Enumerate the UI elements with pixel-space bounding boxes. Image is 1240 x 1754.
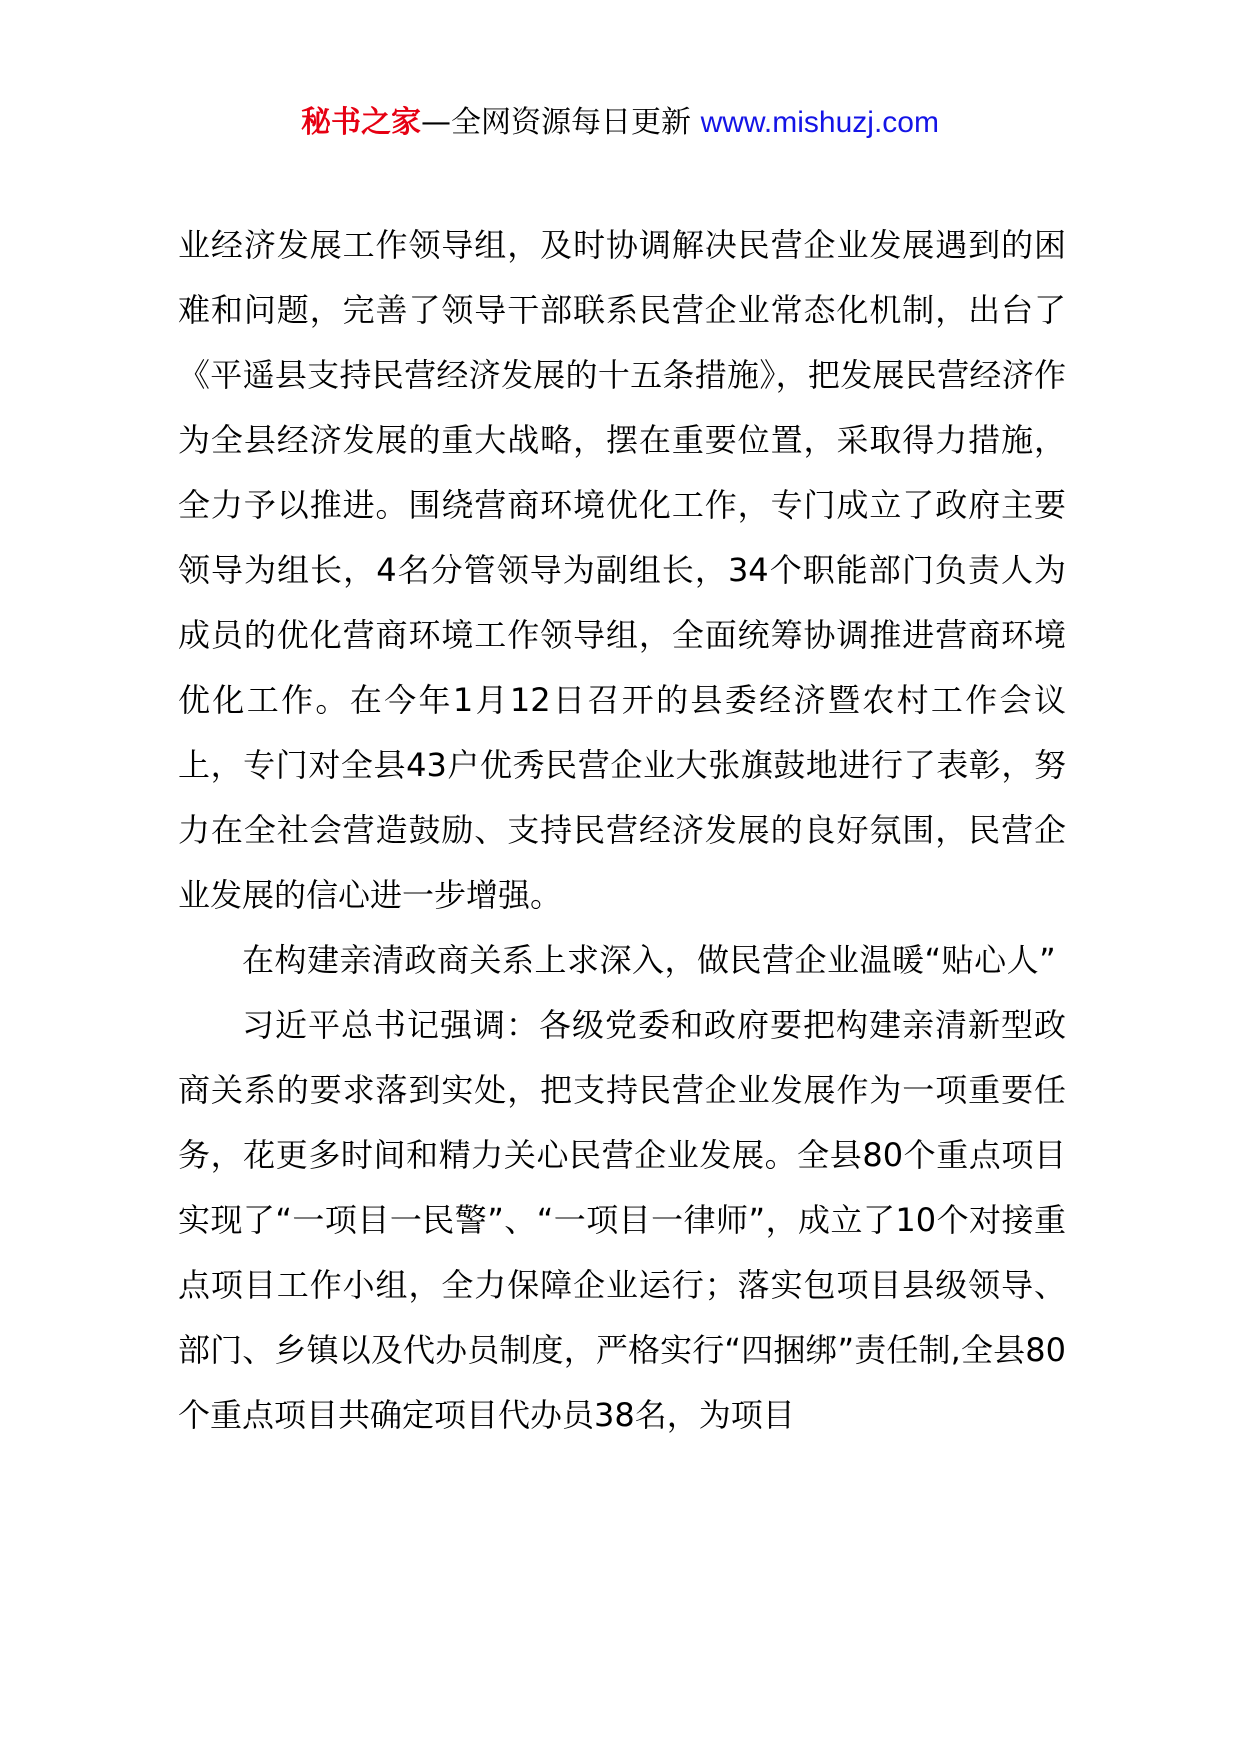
section-heading: 在构建亲清政商关系上求深入，做民营企业温暖“贴心人” (242, 941, 1057, 979)
paragraph: 习近平总书记强调：各级党委和政府要把构建亲清新型政商关系的要求落到实处，把支持民营企业发展作为一项重要任务，花更多时间和精力关心民营企业发展。全县80个重点项目实现了“一项目一民警”、“一项目一律师”，成立了10个对接重点项目工作小组，全力保障企业运行；落实包项目县级领导、部门、乡镇以及代办员制度，严格实行“四捆绑”责任制,全县80个重点项目共确定项目代办员38名，为项目 (178, 1006, 1066, 1434)
brand-tagline: —全网资源每日更新 (421, 105, 692, 140)
site-url-link[interactable]: www.mishuzj.com (700, 106, 939, 139)
site-header (0, 103, 1240, 143)
document-body (178, 213, 1066, 1448)
brand-name: 秘书之家 (301, 105, 422, 140)
paragraph-continued: 业经济发展工作领导组，及时协调解决民营企业发展遇到的困难和问题，完善了领导干部联系民营企业常态化机制，出台了《平遥县支持民营经济发展的十五条措施》，把发展民营经济作为全县经济发展的重大战略，摆在重要位置，采取得力措施，全力予以推进。围绕营商环境优化工作，专门成立了政府主要领导为组长，4名分管领导为副组长，34个职能部门负责人为成员的优化营商环境工作领导组，全面统筹协调推进营商环境优化工作。在今年1月12日召开的县委经济暨农村工作会议上，专门对全县43户优秀民营企业大张旗鼓地进行了表彰，努力在全社会营造鼓励、支持民营经济发展的良好氛围，民营企业发展的信心进一步增强。 (178, 226, 1066, 914)
